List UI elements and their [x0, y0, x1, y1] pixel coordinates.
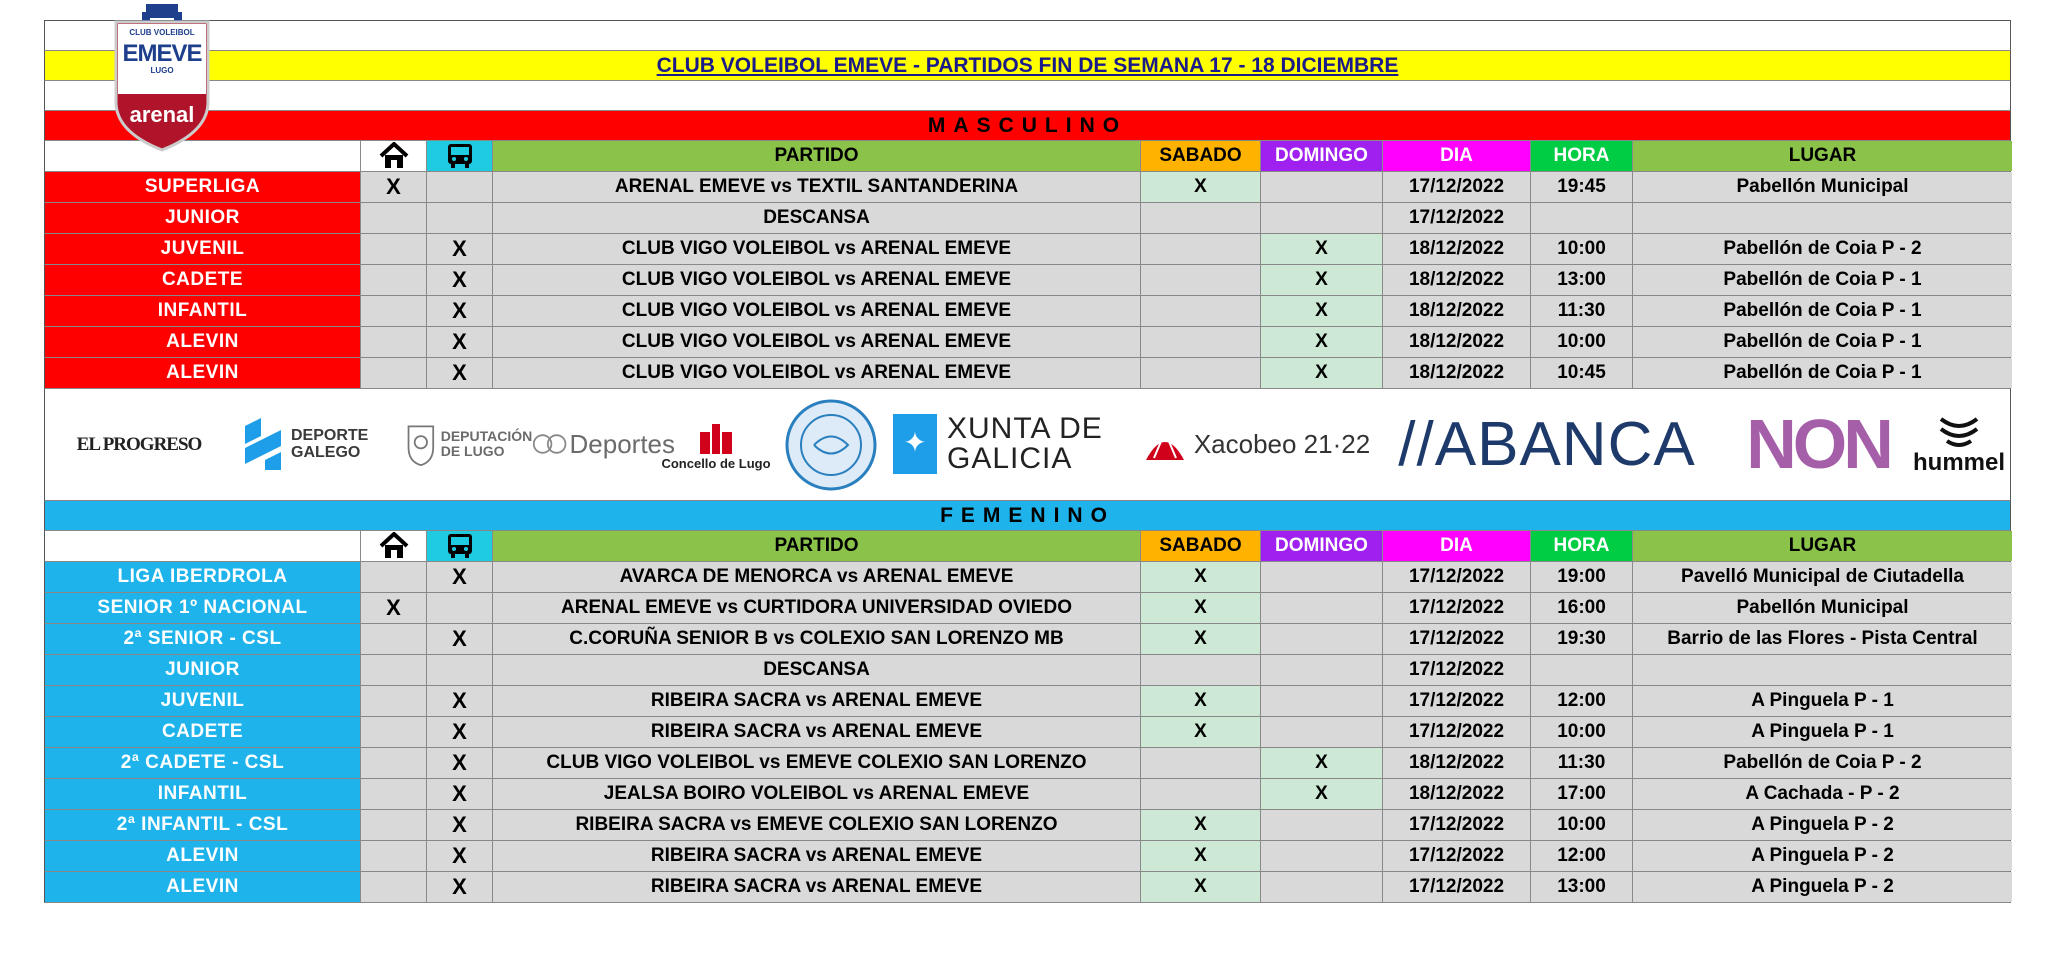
sponsor-label: Deportes: [569, 428, 675, 459]
venue-cell: A Pinguela P - 2: [1633, 810, 2012, 840]
match-cell: CLUB VIGO VOLEIBOL vs ARENAL EMEVE: [493, 234, 1141, 264]
section-femenino: [44, 501, 2011, 531]
header-lugar: LUGAR: [1633, 141, 2012, 171]
category-cell: LIGA IBERDROLA: [45, 562, 361, 592]
category-cell: SUPERLIGA: [45, 172, 361, 202]
home-mark: [361, 872, 427, 902]
concello-icon: [696, 420, 736, 456]
saturday-mark: [1141, 748, 1261, 778]
match-cell: AVARCA DE MENORCA vs ARENAL EMEVE: [493, 562, 1141, 592]
category-cell: CADETE: [45, 265, 361, 295]
match-cell: CLUB VIGO VOLEIBOL vs ARENAL EMEVE: [493, 327, 1141, 357]
saturday-mark: [1141, 327, 1261, 357]
table-row: [44, 686, 2011, 717]
header-partido: PARTIDO: [493, 531, 1141, 561]
venue-cell: A Pinguela P - 2: [1633, 841, 2012, 871]
home-mark: [361, 655, 427, 685]
title-row: [44, 51, 2011, 81]
sponsor-label: hummel: [1913, 449, 2006, 476]
away-mark: X: [427, 779, 493, 809]
date-cell: 18/12/2022: [1383, 234, 1531, 264]
table-row: [44, 748, 2011, 779]
saturday-mark: X: [1141, 717, 1261, 747]
saturday-mark: X: [1141, 593, 1261, 623]
table-row: [44, 841, 2011, 872]
sponsor-strip: [44, 389, 2011, 501]
date-cell: 17/12/2022: [1383, 172, 1531, 202]
category-cell: 2ª CADETE - CSL: [45, 748, 361, 778]
blank-row: [44, 81, 2011, 111]
table-header-row: [44, 141, 2011, 172]
sunday-mark: X: [1261, 234, 1383, 264]
away-mark: X: [427, 562, 493, 592]
header-sabado: SABADO: [1141, 531, 1261, 561]
category-cell: 2ª INFANTIL - CSL: [45, 810, 361, 840]
rings-icon: [532, 429, 567, 459]
match-cell: CLUB VIGO VOLEIBOL vs ARENAL EMEVE: [493, 358, 1141, 388]
saturday-mark: [1141, 234, 1261, 264]
venue-cell: Pabellón de Coia P - 1: [1633, 296, 2012, 326]
saturday-mark: [1141, 203, 1261, 233]
sponsor-non: NON: [1746, 405, 1890, 483]
volleyball-icon: [784, 398, 878, 492]
home-mark: [361, 748, 427, 778]
match-cell: RIBEIRA SACRA vs ARENAL EMEVE: [493, 841, 1141, 871]
match-cell: CLUB VIGO VOLEIBOL vs ARENAL EMEVE: [493, 265, 1141, 295]
table-row: [44, 203, 2011, 234]
date-cell: 17/12/2022: [1383, 717, 1531, 747]
sponsor-concello-lugo: [657, 409, 775, 481]
category-cell: JUNIOR: [45, 203, 361, 233]
home-mark: [361, 234, 427, 264]
table-row: [44, 296, 2011, 327]
table-row: [44, 717, 2011, 748]
header-domingo: DOMINGO: [1261, 531, 1383, 561]
time-cell: 10:00: [1531, 717, 1633, 747]
category-cell: JUNIOR: [45, 655, 361, 685]
sunday-mark: [1261, 717, 1383, 747]
home-mark: [361, 841, 427, 871]
sponsor-xunta: [889, 409, 1119, 479]
category-cell: CADETE: [45, 717, 361, 747]
venue-cell: A Pinguela P - 2: [1633, 872, 2012, 902]
home-mark: [361, 686, 427, 716]
table-row: [44, 358, 2011, 389]
time-cell: 16:00: [1531, 593, 1633, 623]
match-cell: CLUB VIGO VOLEIBOL vs EMEVE COLEXIO SAN LORENZO: [493, 748, 1141, 778]
date-cell: 18/12/2022: [1383, 748, 1531, 778]
header-domingo: DOMINGO: [1261, 141, 1383, 171]
header-category: [45, 531, 361, 561]
table-row: [44, 234, 2011, 265]
sponsor-hummel: [1913, 405, 2006, 485]
sponsor-xacobeo: [1131, 419, 1381, 469]
home-mark: [361, 624, 427, 654]
bus-icon: [445, 142, 475, 170]
sponsor-label: Concello de Lugo: [661, 455, 771, 471]
sponsor-label: DEPORTE GALEGO: [291, 427, 369, 461]
header-home: [361, 141, 427, 171]
sunday-mark: [1261, 562, 1383, 592]
category-cell: ALEVIN: [45, 358, 361, 388]
date-cell: 17/12/2022: [1383, 562, 1531, 592]
time-cell: [1531, 655, 1633, 685]
xunta-icon: [891, 412, 939, 476]
header-home: [361, 531, 427, 561]
venue-cell: [1633, 655, 2012, 685]
shell-icon: [1142, 424, 1188, 464]
match-cell: CLUB VIGO VOLEIBOL vs ARENAL EMEVE: [493, 296, 1141, 326]
page-title: CLUB VOLEIBOL EMEVE - PARTIDOS FIN DE SEMANA 17 - 18 DICIEMBRE: [656, 53, 1399, 77]
away-mark: X: [427, 358, 493, 388]
home-mark: X: [361, 172, 427, 202]
saturday-mark: [1141, 358, 1261, 388]
sunday-mark: [1261, 841, 1383, 871]
away-mark: X: [427, 872, 493, 902]
saturday-mark: [1141, 265, 1261, 295]
category-cell: JUVENIL: [45, 686, 361, 716]
match-cell: C.CORUÑA SENIOR B vs COLEXIO SAN LORENZO MB: [493, 624, 1141, 654]
time-cell: 19:00: [1531, 562, 1633, 592]
home-mark: [361, 562, 427, 592]
home-mark: [361, 358, 427, 388]
header-bus: [427, 531, 493, 561]
table-row: [44, 172, 2011, 203]
header-partido: PARTIDO: [493, 141, 1141, 171]
venue-cell: Pabellón de Coia P - 2: [1633, 234, 2012, 264]
match-cell: RIBEIRA SACRA vs EMEVE COLEXIO SAN LORENZO: [493, 810, 1141, 840]
home-mark: [361, 779, 427, 809]
home-mark: [361, 265, 427, 295]
category-cell: ALEVIN: [45, 872, 361, 902]
away-mark: [427, 172, 493, 202]
club-logo-top: CLUB VOLEIBOL: [129, 28, 195, 37]
sponsor-label: Xacobeo 21·22: [1193, 428, 1371, 459]
away-mark: [427, 655, 493, 685]
sunday-mark: [1261, 593, 1383, 623]
home-mark: [361, 810, 427, 840]
table-row: [44, 562, 2011, 593]
home-mark: [361, 717, 427, 747]
table-row: [44, 655, 2011, 686]
away-mark: [427, 593, 493, 623]
category-cell: INFANTIL: [45, 779, 361, 809]
away-mark: X: [427, 748, 493, 778]
table-row: [44, 779, 2011, 810]
table-row: [44, 265, 2011, 296]
shield-icon: [405, 418, 437, 470]
date-cell: 18/12/2022: [1383, 358, 1531, 388]
venue-cell: Pabellón de Coia P - 1: [1633, 358, 2012, 388]
away-mark: [427, 203, 493, 233]
away-mark: X: [427, 686, 493, 716]
venue-cell: A Pinguela P - 1: [1633, 717, 2012, 747]
saturday-mark: X: [1141, 872, 1261, 902]
venue-cell: Pabellón de Coia P - 1: [1633, 327, 2012, 357]
table-row: [44, 593, 2011, 624]
venue-cell: [1633, 203, 2012, 233]
bus-icon: [445, 532, 475, 560]
section-masculino: [44, 111, 2011, 141]
time-cell: 17:00: [1531, 779, 1633, 809]
venue-cell: Pavelló Municipal de Ciutadella: [1633, 562, 2012, 592]
sunday-mark: X: [1261, 748, 1383, 778]
saturday-mark: X: [1141, 172, 1261, 202]
home-mark: X: [361, 593, 427, 623]
sponsor-abanca: //ABANCA: [1398, 409, 1696, 479]
time-cell: 13:00: [1531, 872, 1633, 902]
saturday-mark: X: [1141, 841, 1261, 871]
venue-cell: Pabellón Municipal: [1633, 593, 2012, 623]
header-sabado: SABADO: [1141, 141, 1261, 171]
date-cell: 17/12/2022: [1383, 624, 1531, 654]
header-dia: DIA: [1383, 141, 1531, 171]
away-mark: X: [427, 810, 493, 840]
date-cell: 18/12/2022: [1383, 296, 1531, 326]
sunday-mark: [1261, 872, 1383, 902]
match-cell: RIBEIRA SACRA vs ARENAL EMEVE: [493, 717, 1141, 747]
hummel-bee-icon: [1937, 413, 1981, 449]
date-cell: 18/12/2022: [1383, 327, 1531, 357]
category-cell: 2ª SENIOR - CSL: [45, 624, 361, 654]
sunday-mark: X: [1261, 265, 1383, 295]
deporte-galego-icon: [241, 416, 285, 472]
blank-row: [44, 20, 2011, 51]
date-cell: 17/12/2022: [1383, 686, 1531, 716]
saturday-mark: [1141, 655, 1261, 685]
saturday-mark: X: [1141, 686, 1261, 716]
match-cell: RIBEIRA SACRA vs ARENAL EMEVE: [493, 686, 1141, 716]
date-cell: 17/12/2022: [1383, 203, 1531, 233]
time-cell: [1531, 203, 1633, 233]
club-logo-sponsor: arenal: [129, 102, 195, 127]
saturday-mark: X: [1141, 810, 1261, 840]
time-cell: 19:30: [1531, 624, 1633, 654]
table-row: [44, 872, 2011, 903]
home-mark: [361, 327, 427, 357]
section-label: FEMENINO: [940, 503, 1115, 527]
sunday-mark: X: [1261, 779, 1383, 809]
category-cell: JUVENIL: [45, 234, 361, 264]
sunday-mark: [1261, 810, 1383, 840]
away-mark: X: [427, 234, 493, 264]
date-cell: 18/12/2022: [1383, 779, 1531, 809]
sponsor-deputacion: [405, 411, 675, 477]
header-dia: DIA: [1383, 531, 1531, 561]
sunday-mark: [1261, 655, 1383, 685]
sponsor-el-progreso: EL PROGRESO: [76, 434, 202, 455]
header-hora: HORA: [1531, 531, 1633, 561]
saturday-mark: [1141, 779, 1261, 809]
date-cell: 18/12/2022: [1383, 265, 1531, 295]
venue-cell: Barrio de las Flores - Pista Central: [1633, 624, 2012, 654]
sunday-mark: [1261, 172, 1383, 202]
volleyball-federation-logo: [783, 397, 879, 493]
schedule-sheet: [44, 20, 2011, 903]
match-cell: DESCANSA: [493, 655, 1141, 685]
club-logo-city: LUGO: [150, 66, 174, 75]
time-cell: 12:00: [1531, 686, 1633, 716]
date-cell: 17/12/2022: [1383, 810, 1531, 840]
away-mark: X: [427, 624, 493, 654]
club-shield-icon: [112, 2, 212, 152]
away-mark: X: [427, 717, 493, 747]
saturday-mark: X: [1141, 562, 1261, 592]
venue-cell: Pabellón de Coia P - 2: [1633, 748, 2012, 778]
match-cell: RIBEIRA SACRA vs ARENAL EMEVE: [493, 872, 1141, 902]
sunday-mark: [1261, 624, 1383, 654]
date-cell: 17/12/2022: [1383, 593, 1531, 623]
home-mark: [361, 203, 427, 233]
svg-text:✦: ✦: [903, 426, 927, 459]
time-cell: 10:00: [1531, 810, 1633, 840]
away-mark: X: [427, 327, 493, 357]
club-logo: [112, 2, 212, 152]
table-row: [44, 810, 2011, 841]
venue-cell: A Pinguela P - 1: [1633, 686, 2012, 716]
date-cell: 17/12/2022: [1383, 655, 1531, 685]
club-logo-name: EMEVE: [122, 40, 202, 67]
home-mark: [361, 296, 427, 326]
sunday-mark: X: [1261, 358, 1383, 388]
match-cell: ARENAL EMEVE vs CURTIDORA UNIVERSIDAD OVIEDO: [493, 593, 1141, 623]
table-header-row: [44, 531, 2011, 562]
section-label: MASCULINO: [927, 113, 1128, 137]
time-cell: 19:45: [1531, 172, 1633, 202]
date-cell: 17/12/2022: [1383, 841, 1531, 871]
category-cell: SENIOR 1º NACIONAL: [45, 593, 361, 623]
sunday-mark: X: [1261, 296, 1383, 326]
venue-cell: A Cachada - P - 2: [1633, 779, 2012, 809]
sponsor-label: XUNTA DE GALICIA: [947, 412, 1103, 475]
category-cell: INFANTIL: [45, 296, 361, 326]
saturday-mark: X: [1141, 624, 1261, 654]
home-icon: [379, 532, 409, 560]
sunday-mark: [1261, 686, 1383, 716]
sponsor-label: DEPUTACIÓN DE LUGO: [440, 428, 533, 459]
time-cell: 11:30: [1531, 296, 1633, 326]
date-cell: 17/12/2022: [1383, 872, 1531, 902]
table-row: [44, 327, 2011, 358]
time-cell: 13:00: [1531, 265, 1633, 295]
match-cell: JEALSA BOIRO VOLEIBOL vs ARENAL EMEVE: [493, 779, 1141, 809]
table-row: [44, 624, 2011, 655]
venue-cell: Pabellón Municipal: [1633, 172, 2012, 202]
venue-cell: Pabellón de Coia P - 1: [1633, 265, 2012, 295]
sunday-mark: X: [1261, 327, 1383, 357]
saturday-mark: [1141, 296, 1261, 326]
category-cell: ALEVIN: [45, 327, 361, 357]
header-lugar: LUGAR: [1633, 531, 2012, 561]
away-mark: X: [427, 296, 493, 326]
category-cell: ALEVIN: [45, 841, 361, 871]
away-mark: X: [427, 265, 493, 295]
match-cell: DESCANSA: [493, 203, 1141, 233]
header-bus: [427, 141, 493, 171]
time-cell: 12:00: [1531, 841, 1633, 871]
sponsor-deporte-galego: [235, 411, 385, 477]
sunday-mark: [1261, 203, 1383, 233]
match-cell: ARENAL EMEVE vs TEXTIL SANTANDERINA: [493, 172, 1141, 202]
time-cell: 10:00: [1531, 327, 1633, 357]
time-cell: 10:00: [1531, 234, 1633, 264]
away-mark: X: [427, 841, 493, 871]
header-hora: HORA: [1531, 141, 1633, 171]
time-cell: 11:30: [1531, 748, 1633, 778]
home-icon: [379, 142, 409, 170]
time-cell: 10:45: [1531, 358, 1633, 388]
